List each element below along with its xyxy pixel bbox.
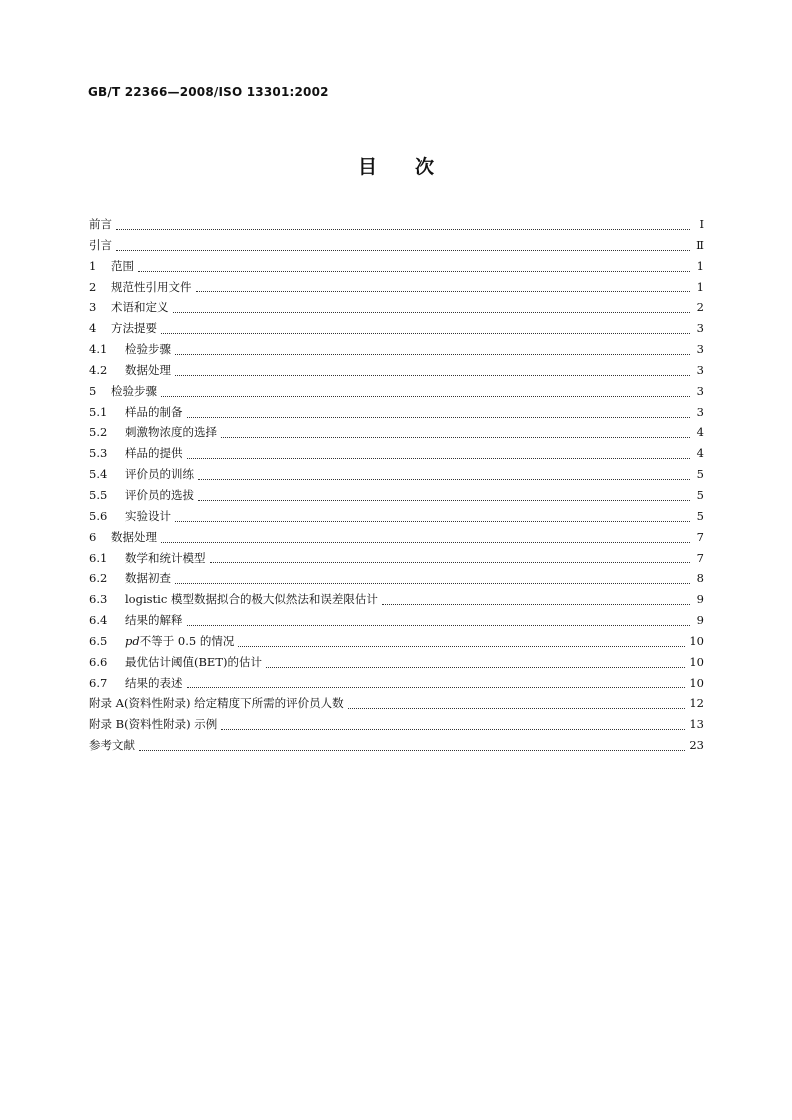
toc-entry-label: 附录 B(资料性附录) 示例: [89, 717, 218, 732]
toc-leader-dots: [175, 583, 690, 584]
toc-entry[interactable]: [89, 216, 704, 237]
toc-entry-number: 2: [89, 279, 97, 294]
toc-entry-label: 评价员的选拔: [125, 487, 194, 502]
toc-leader-dots: [175, 375, 690, 376]
toc-leader-dots: [138, 271, 690, 272]
toc-entry-page: 8: [696, 571, 704, 586]
toc-entry-number: 4.1: [89, 342, 108, 357]
toc-entry[interactable]: [89, 320, 704, 341]
toc-entry[interactable]: [89, 362, 704, 383]
toc-entry-label: 范围: [111, 258, 134, 273]
toc-entry[interactable]: [89, 570, 704, 591]
toc-entry-page: 3: [696, 342, 704, 357]
toc-leader-dots: [221, 437, 690, 438]
toc-entry-number: 6: [89, 529, 97, 544]
toc-entry-number: 5.6: [89, 508, 108, 523]
toc-entry-number: 1: [89, 258, 97, 273]
toc-entry-label: 检验步骤: [111, 383, 157, 398]
toc-entry-label: 检验步骤: [125, 342, 171, 357]
toc-entry[interactable]: [89, 654, 704, 675]
toc-entry-number: 4: [89, 321, 97, 336]
toc-entry-page: 12: [689, 696, 704, 711]
toc-entry[interactable]: [89, 612, 704, 633]
toc-entry-number: 6.5: [89, 633, 108, 648]
toc-leader-dots: [196, 291, 691, 292]
toc-entry[interactable]: [89, 237, 704, 258]
toc-entry[interactable]: [89, 299, 704, 320]
toc-entry-page: 3: [696, 362, 704, 377]
toc-entry-page: 5: [696, 467, 704, 482]
toc-entry[interactable]: [89, 675, 704, 696]
toc-entry-label: 术语和定义: [111, 300, 169, 315]
toc-entry-label: 附录 A(资料性附录) 给定精度下所需的评价员人数: [89, 696, 344, 711]
toc-leader-dots: [238, 646, 685, 647]
toc-entry[interactable]: [89, 633, 704, 654]
toc-entry-label: pd不等于 0.5 的情况: [125, 633, 235, 648]
toc-entry[interactable]: [89, 591, 704, 612]
toc-entry-page: 10: [689, 675, 704, 690]
toc-entry-label: 数据处理: [125, 362, 171, 377]
toc-leader-dots: [161, 396, 690, 397]
toc-entry-label: 数学和统计模型: [125, 550, 206, 565]
toc-entry-page: 9: [696, 613, 704, 628]
toc-entry-label: 实验设计: [125, 508, 171, 523]
toc-entry-page: 1: [696, 279, 704, 294]
toc-entry-label: 评价员的训练: [125, 467, 194, 482]
toc-entry-number: 6.6: [89, 654, 108, 669]
toc-leader-dots: [187, 458, 691, 459]
toc-leader-dots: [173, 312, 691, 313]
toc-entry[interactable]: [89, 258, 704, 279]
toc-entry-number: 5: [89, 383, 97, 398]
toc-entry-page: 5: [696, 508, 704, 523]
toc-entry-label: 结果的表述: [125, 675, 183, 690]
toc-leader-dots: [187, 625, 691, 626]
toc-leader-dots: [266, 667, 685, 668]
toc-leader-dots: [161, 333, 690, 334]
toc-leader-dots: [175, 354, 690, 355]
toc-entry-page: 23: [689, 738, 704, 753]
toc-leader-dots: [175, 521, 690, 522]
toc-entry[interactable]: [89, 445, 704, 466]
toc-leader-dots: [116, 229, 690, 230]
toc-entry-number: 5.2: [89, 425, 108, 440]
toc-entry-page: 4: [696, 446, 704, 461]
toc-entry-number: 5.1: [89, 404, 108, 419]
toc-entry-number: 6.4: [89, 613, 108, 628]
toc-entry-page: 10: [689, 654, 704, 669]
toc-leader-dots: [210, 562, 691, 563]
toc-entry[interactable]: [89, 404, 704, 425]
toc-entry-page: 7: [696, 529, 704, 544]
toc-entry-number: 5.5: [89, 487, 108, 502]
toc-entry-label: 规范性引用文件: [111, 279, 192, 294]
toc-entry[interactable]: [89, 529, 704, 550]
toc-entry-page: 10: [689, 633, 704, 648]
toc-entry-number: 4.2: [89, 362, 108, 377]
toc-entry-label: 结果的解释: [125, 613, 183, 628]
toc-entry-page: 5: [696, 487, 704, 502]
toc-leader-dots: [382, 604, 690, 605]
toc-entry[interactable]: [89, 716, 704, 737]
toc-entry[interactable]: [89, 487, 704, 508]
toc-entry-number: 3: [89, 300, 97, 315]
toc-leader-dots: [187, 417, 691, 418]
toc-entry-number: 6.7: [89, 675, 108, 690]
toc-entry-label: logistic 模型数据拟合的极大似然法和误差限估计: [125, 592, 378, 607]
toc-entry[interactable]: [89, 383, 704, 404]
toc-entry-page: 9: [696, 592, 704, 607]
standard-code: GB/T 22366—2008/ISO 13301:2002: [88, 85, 329, 99]
toc-entry-number: 6.1: [89, 550, 108, 565]
toc-entry-label: 样品的制备: [125, 404, 183, 419]
toc-leader-dots: [187, 687, 686, 688]
toc-entry-page: Ⅱ: [696, 237, 704, 252]
toc-entry-page: 1: [696, 258, 704, 273]
toc-entry-page: Ⅰ: [699, 217, 704, 231]
toc-entry-label: 方法提要: [111, 321, 157, 336]
toc-leader-dots: [221, 729, 685, 730]
toc-entry-number: 6.3: [89, 592, 108, 607]
toc-entry-label: 数据处理: [111, 529, 157, 544]
toc-entry-page: 4: [696, 425, 704, 440]
toc-entry-label: 刺激物浓度的选择: [125, 425, 217, 440]
toc-leader-dots: [198, 500, 690, 501]
toc-entry[interactable]: [89, 695, 704, 716]
toc-entry-label: 数据初查: [125, 571, 171, 586]
toc-leader-dots: [139, 750, 685, 751]
toc-entry[interactable]: [89, 508, 704, 529]
toc-entry-page: 13: [689, 717, 704, 732]
toc-entry-label-italic: pd: [125, 633, 140, 648]
toc-entry-page: 2: [696, 300, 704, 315]
toc-leader-dots: [348, 708, 686, 709]
toc-entry-number: 5.3: [89, 446, 108, 461]
toc-entry-page: 7: [696, 550, 704, 565]
page-title: 目次: [357, 156, 472, 178]
toc-entry-page: 3: [696, 321, 704, 336]
toc-entry-label: 前言: [89, 217, 112, 231]
toc-entry-number: 5.4: [89, 467, 108, 482]
toc-entry-page: 3: [696, 404, 704, 419]
toc-entry-label: 参考文献: [89, 738, 135, 753]
toc-entry[interactable]: [89, 341, 704, 362]
toc-entry-label: 引言: [89, 237, 112, 252]
toc-entry-page: 3: [696, 383, 704, 398]
toc-entry[interactable]: [89, 424, 704, 445]
toc-leader-dots: [161, 542, 690, 543]
toc-leader-dots: [198, 479, 690, 480]
toc-leader-dots: [116, 250, 690, 251]
toc-entry[interactable]: [89, 550, 704, 571]
toc-entry-label: 样品的提供: [125, 446, 183, 461]
toc-entry[interactable]: [89, 279, 704, 300]
toc-entry-number: 6.2: [89, 571, 108, 586]
table-of-contents: [89, 216, 704, 758]
toc-entry[interactable]: [89, 466, 704, 487]
toc-entry[interactable]: [89, 737, 704, 758]
toc-entry-label: 最优估计阈值(BET)的估计: [125, 654, 262, 669]
